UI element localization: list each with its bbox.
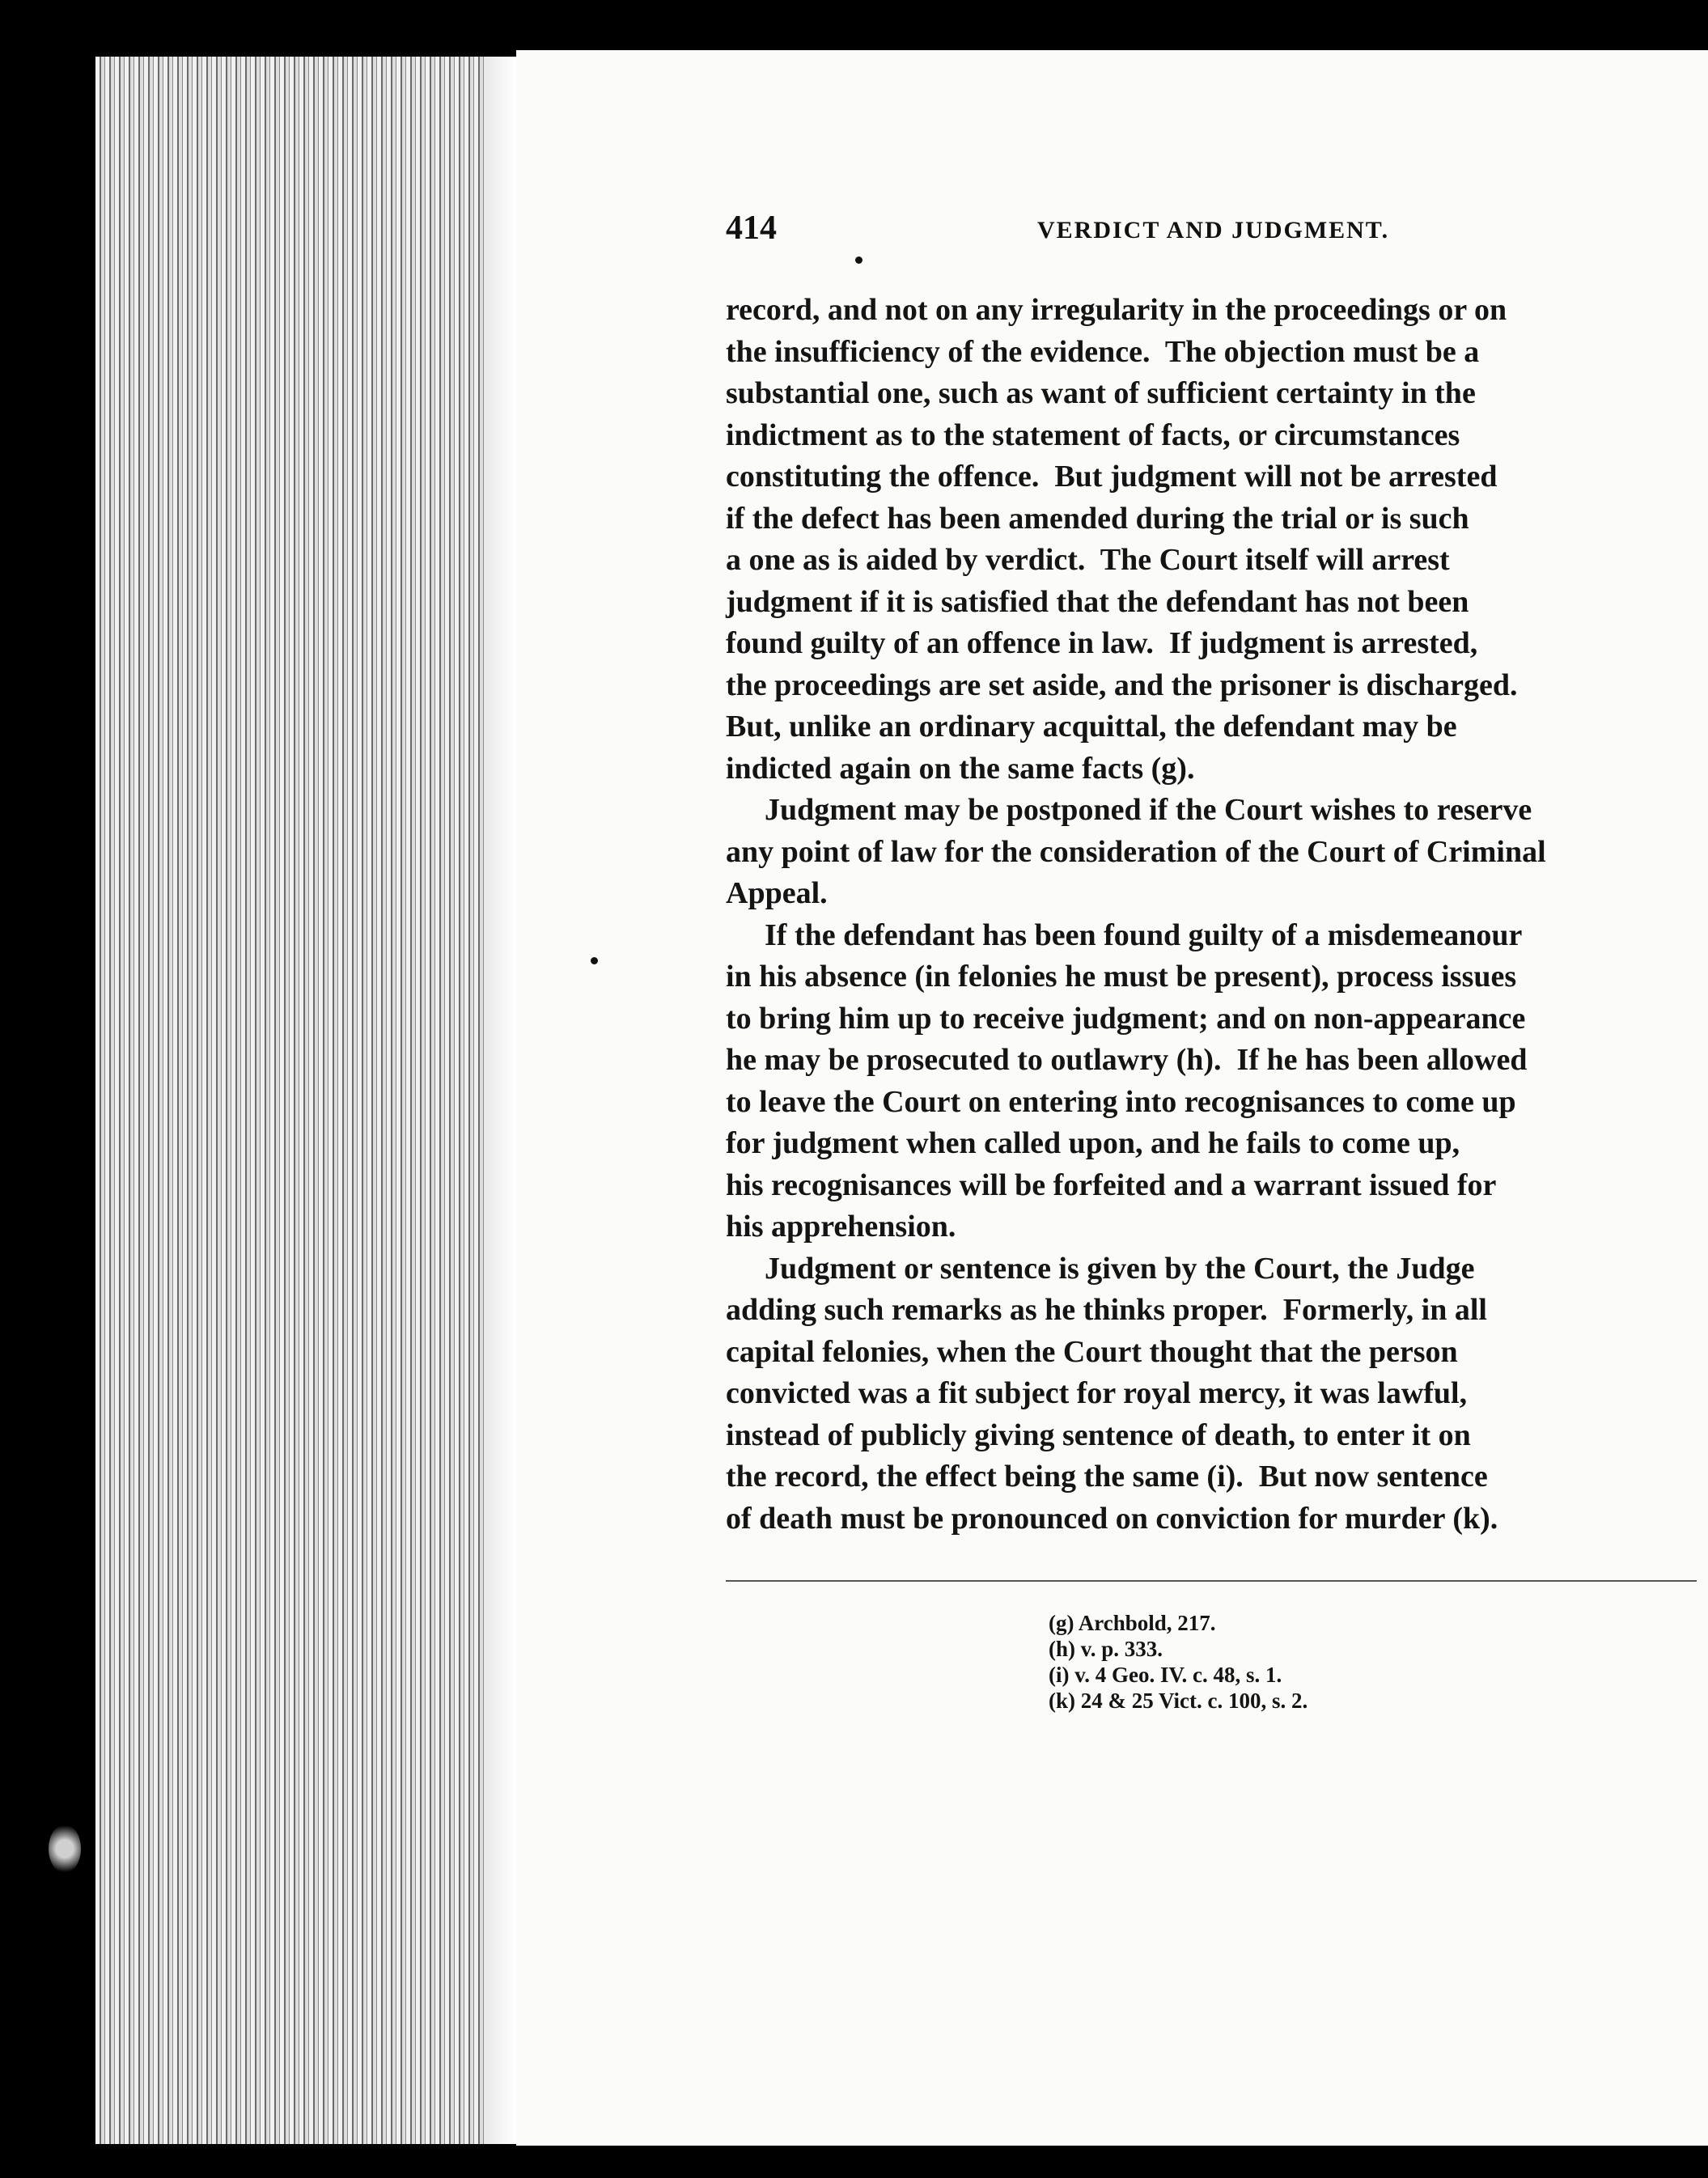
text-line: in his absence (in felonies he must be present), process issues [726, 960, 1517, 994]
text-line: the proceedings are set aside, and the prisoner is discharged. [726, 667, 1518, 702]
text-line: for judgment when called upon, and he fails to come up, [726, 1126, 1460, 1160]
text-line: Judgment or sentence is given by the Court, the Judge [765, 1251, 1475, 1286]
text-line: a one as is aided by verdict. The Court itself will arrest [726, 543, 1450, 577]
text-line: But, unlike an ordinary acquittal, the defendant may be [726, 710, 1457, 744]
footnotes [1049, 1610, 1307, 1714]
text-line: his apprehension. [726, 1210, 956, 1244]
text-line: his recognisances will be forfeited and a warrant issued for [726, 1167, 1497, 1202]
text-line: Judgment may be postponed if the Court wishes to reserve [765, 793, 1532, 827]
text-line: convicted was a fit subject for royal mercy, it was lawful, [726, 1376, 1468, 1410]
scan-border-top [0, 0, 1708, 50]
text-line: the record, the effect being the same (i). But now sentence [726, 1460, 1488, 1494]
text-line: he may be prosecuted to outlawry (h). If he has been allowed [726, 1043, 1528, 1077]
text-line: instead of publicly giving sentence of death, to enter it on [726, 1417, 1471, 1452]
text-line: judgment if it is satisfied that the defendant has not been [726, 584, 1469, 619]
page-number: 414 [726, 210, 777, 247]
footnote: (h) v. p. 333. [1049, 1637, 1163, 1661]
text-line: substantial one, such as want of sufficient certainty in the [726, 376, 1476, 410]
footnote: (g) Archbold, 217. [1049, 1611, 1216, 1635]
text-line: record, and not on any irregularity in the proceedings or on [726, 293, 1507, 327]
text-line: constituting the offence. But judgment will not be arrested [726, 460, 1498, 494]
body-text [726, 290, 1697, 1540]
text-line: to bring him up to receive judgment; and on non-appearance [726, 1001, 1526, 1036]
footnote: (k) 24 & 25 Vict. c. 100, s. 2. [1049, 1689, 1308, 1713]
text-line: of death must be pronounced on conviction for murder (k). [726, 1501, 1498, 1536]
text-line: to leave the Court on entering into recognisances to come up [726, 1084, 1516, 1119]
footnote: (i) v. 4 Geo. IV. c. 48, s. 1. [1049, 1663, 1282, 1687]
text-line: capital felonies, when the Court thought that the person [726, 1334, 1458, 1369]
ink-dot [855, 256, 862, 264]
text-line: found guilty of an offence in law. If judgment is arrested, [726, 626, 1478, 660]
text-line: Appeal. [726, 876, 828, 910]
text-line: if the defect has been amended during the trial or is such [726, 501, 1469, 536]
ink-dot [591, 957, 598, 964]
text-line: any point of law for the consideration of the Court of Criminal [726, 834, 1546, 869]
book-page-edges [95, 57, 516, 2144]
text-line: the insufficiency of the evidence. The objection must be a [726, 334, 1480, 369]
page-header [726, 209, 1697, 257]
scan-speck [49, 1824, 81, 1873]
footnote-rule [726, 1580, 1697, 1582]
text-line: indicted again on the same facts (g). [726, 751, 1195, 786]
text-line: indictment as to the statement of facts, or circumstances [726, 417, 1460, 452]
scan-border-bottom [0, 2146, 1708, 2178]
text-line: adding such remarks as he thinks proper. Formerly, in all [726, 1293, 1487, 1327]
text-line: If the defendant has been found guilty of a misdemeanour [765, 917, 1523, 952]
running-head: VERDICT AND JUDGMENT. [1037, 217, 1390, 244]
